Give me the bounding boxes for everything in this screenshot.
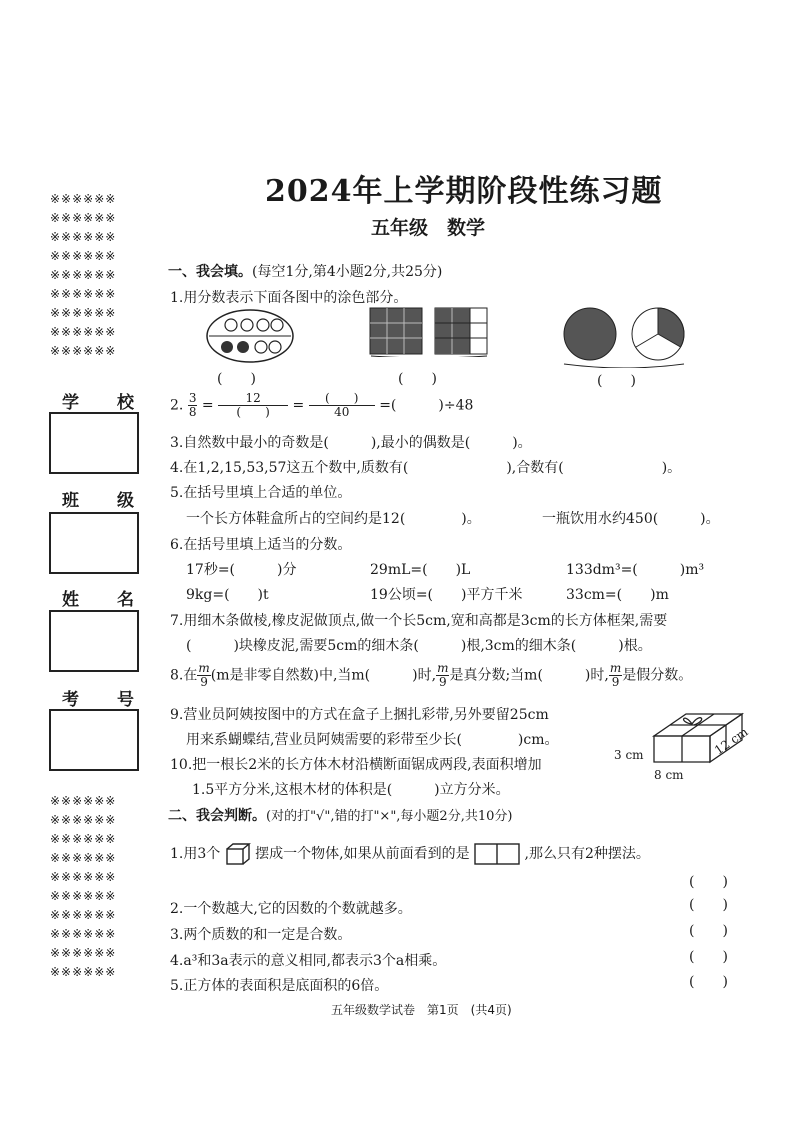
apples-figure bbox=[205, 308, 295, 364]
section1-heading: 一、我会填。 bbox=[168, 264, 252, 280]
page-footer: 五年级数学试卷 第1页 (共4页) bbox=[331, 1003, 512, 1017]
q8-line[interactable] bbox=[170, 662, 692, 689]
section2-note: (对的打"√",错的打"×",每小题2分,共10分) bbox=[266, 809, 513, 824]
q8-part-a: 8.在 bbox=[170, 667, 198, 684]
q8-frac-1-num: m bbox=[198, 661, 210, 675]
q10-line-1: 10.把一根长2米的长方体木材沿横断面锯成两段,表面积增加 bbox=[170, 757, 542, 773]
q8-frac-3 bbox=[609, 662, 622, 689]
box-label-width: 12 cm bbox=[712, 724, 751, 758]
school-input-box[interactable] bbox=[49, 412, 139, 474]
q8-frac-2-den: 9 bbox=[438, 675, 447, 689]
box-label-height: 3 cm bbox=[614, 748, 644, 762]
s2-q3-answer[interactable]: ( ) bbox=[689, 923, 728, 939]
name-input-box[interactable] bbox=[49, 610, 139, 672]
q2-line: 2. $\frac{3}{8}$ = $\frac{12}{( )}$ = $\frac{( )}{40}$ =( )÷48 bbox=[170, 391, 474, 419]
q6-r2-c1[interactable]: 9kg=( )t bbox=[186, 587, 269, 603]
s2-q5-answer[interactable]: ( ) bbox=[689, 974, 728, 990]
q6-r2-c2[interactable]: 19公顷=( )平方千米 bbox=[370, 587, 523, 603]
s2-q1-part-c: ,那么只有2种摆法。 bbox=[524, 846, 650, 862]
q5-text: 5.在括号里填上合适的单位。 bbox=[170, 485, 352, 501]
q6-r2-c3[interactable]: 33cm=( )m bbox=[566, 587, 669, 603]
s2-q5-text: 5.正方体的表面积是底面积的6倍。 bbox=[170, 978, 389, 994]
q5-part-a[interactable]: 一个长方体鞋盒所占的空间约是12( )。 bbox=[186, 511, 481, 527]
section1-heading-line bbox=[168, 261, 442, 281]
q4-text[interactable]: 4.在1,2,15,53,57这五个数中,质数有( ),合数有( )。 bbox=[170, 460, 682, 476]
q8-frac-2 bbox=[436, 662, 449, 689]
q2-den-3: 40 bbox=[334, 405, 350, 419]
q6-r1-c3[interactable]: 133dm³=( )m³ bbox=[566, 562, 705, 578]
label-name: 姓名 bbox=[62, 590, 172, 610]
sidebar-stars-top: ※※※※※※ ※※※※※※ ※※※※※※ ※※※※※※ ※※※※※※ ※※※※※※ ※※※※※※ ※※※※※※ ※※※※※※ bbox=[50, 192, 117, 358]
q2-den-2[interactable]: ( ) bbox=[236, 405, 270, 419]
q1-blank-3[interactable]: ( ) bbox=[597, 373, 636, 389]
q2-prefix: 2. bbox=[170, 397, 184, 414]
cube-icon bbox=[225, 843, 251, 865]
q1-text: 1.用分数表示下面各图中的涂色部分。 bbox=[170, 290, 408, 306]
s2-q2-text: 2.一个数越大,它的因数的个数就越多。 bbox=[170, 901, 412, 917]
page-title: 2024年上学期阶段性练习题 bbox=[265, 174, 663, 209]
exam-number-input-box[interactable] bbox=[49, 709, 139, 771]
class-input-box[interactable] bbox=[49, 512, 139, 574]
section1-note: (每空1分,第4小题2分,共25分) bbox=[252, 264, 443, 280]
s2-q4-answer[interactable]: ( ) bbox=[689, 949, 728, 965]
s2-q4-text: 4.a³和3a表示的意义相同,都表示3个a相乘。 bbox=[170, 953, 447, 969]
q6-r1-c1[interactable]: 17秒=( )分 bbox=[186, 562, 297, 578]
q8-part-c[interactable]: 是真分数;当m( )时, bbox=[449, 667, 609, 684]
q5-part-b[interactable]: 一瓶饮用水约450( )。 bbox=[542, 511, 720, 527]
label-exam-number: 考号 bbox=[62, 690, 172, 710]
s2-q1-part-a: 1.用3个 bbox=[170, 846, 221, 862]
grid-squares-figure bbox=[369, 307, 489, 357]
s2-q2-answer[interactable]: ( ) bbox=[689, 897, 728, 913]
q8-frac-2-num: m bbox=[437, 661, 449, 675]
q2-den-1: 8 bbox=[188, 405, 197, 419]
q9-line-2[interactable]: 用来系蝴蝶结,营业员阿姨需要的彩带至少长( )cm。 bbox=[186, 732, 559, 748]
q7-line-1: 7.用细木条做棱,橡皮泥做顶点,做一个长5cm,宽和高都是3cm的长方体框架,需要 bbox=[170, 613, 668, 629]
s2-q1-part-b: 摆成一个物体,如果从前面看到的是 bbox=[255, 846, 470, 862]
q9-line-1: 9.营业员阿姨按图中的方式在盒子上捆扎彩带,另外要留25cm bbox=[170, 707, 549, 723]
q8-frac-3-den: 9 bbox=[611, 675, 620, 689]
q2-num-2: 12 bbox=[218, 392, 288, 406]
q2-frac-2[interactable] bbox=[218, 392, 288, 419]
q6-text: 6.在括号里填上适当的分数。 bbox=[170, 537, 352, 553]
q8-part-d: 是假分数。 bbox=[622, 667, 693, 684]
circles-figure bbox=[560, 306, 690, 368]
q2-tail[interactable]: =( )÷48 bbox=[379, 397, 474, 414]
q2-frac-1 bbox=[188, 392, 198, 419]
section2-heading-line bbox=[168, 805, 512, 825]
front-view-icon bbox=[474, 843, 520, 865]
s2-q1-line bbox=[170, 843, 650, 865]
q8-frac-3-num: m bbox=[609, 661, 622, 675]
q2-frac-3[interactable] bbox=[309, 392, 375, 419]
q2-num-1: 3 bbox=[188, 391, 197, 405]
section2-heading: 二、我会判断。 bbox=[168, 808, 266, 824]
q6-r1-c2[interactable]: 29mL=( )L bbox=[370, 562, 471, 578]
q2-num-3[interactable]: ( ) bbox=[309, 392, 375, 406]
q7-line-2[interactable]: ( )块橡皮泥,需要5cm的细木条( )根,3cm的细木条( )根。 bbox=[186, 638, 652, 654]
s2-q3-text: 3.两个质数的和一定是合数。 bbox=[170, 927, 352, 943]
q8-part-b[interactable]: (m是非零自然数)中,当m( )时, bbox=[210, 667, 437, 684]
q1-blank-1[interactable]: ( ) bbox=[217, 371, 256, 387]
label-class: 班级 bbox=[62, 491, 172, 511]
page-subtitle: 五年级 数学 bbox=[371, 217, 486, 239]
s2-q1-answer[interactable]: ( ) bbox=[689, 874, 728, 890]
q1-blank-2[interactable]: ( ) bbox=[398, 371, 437, 387]
q10-line-2[interactable]: 1.5平方分米,这根木材的体积是( )立方分米。 bbox=[192, 782, 510, 798]
q3-text[interactable]: 3.自然数中最小的奇数是( ),最小的偶数是( )。 bbox=[170, 435, 532, 451]
box-label-length: 8 cm bbox=[654, 768, 684, 782]
sidebar-stars-bottom: ※※※※※※ ※※※※※※ ※※※※※※ ※※※※※※ ※※※※※※ ※※※※※※ ※※※※※※ ※※※※※※ ※※※※※※ ※※※※※※ bbox=[50, 794, 117, 979]
q8-frac-1 bbox=[197, 662, 210, 689]
q8-frac-1-den: 9 bbox=[200, 675, 208, 689]
label-school: 学校 bbox=[62, 393, 172, 413]
